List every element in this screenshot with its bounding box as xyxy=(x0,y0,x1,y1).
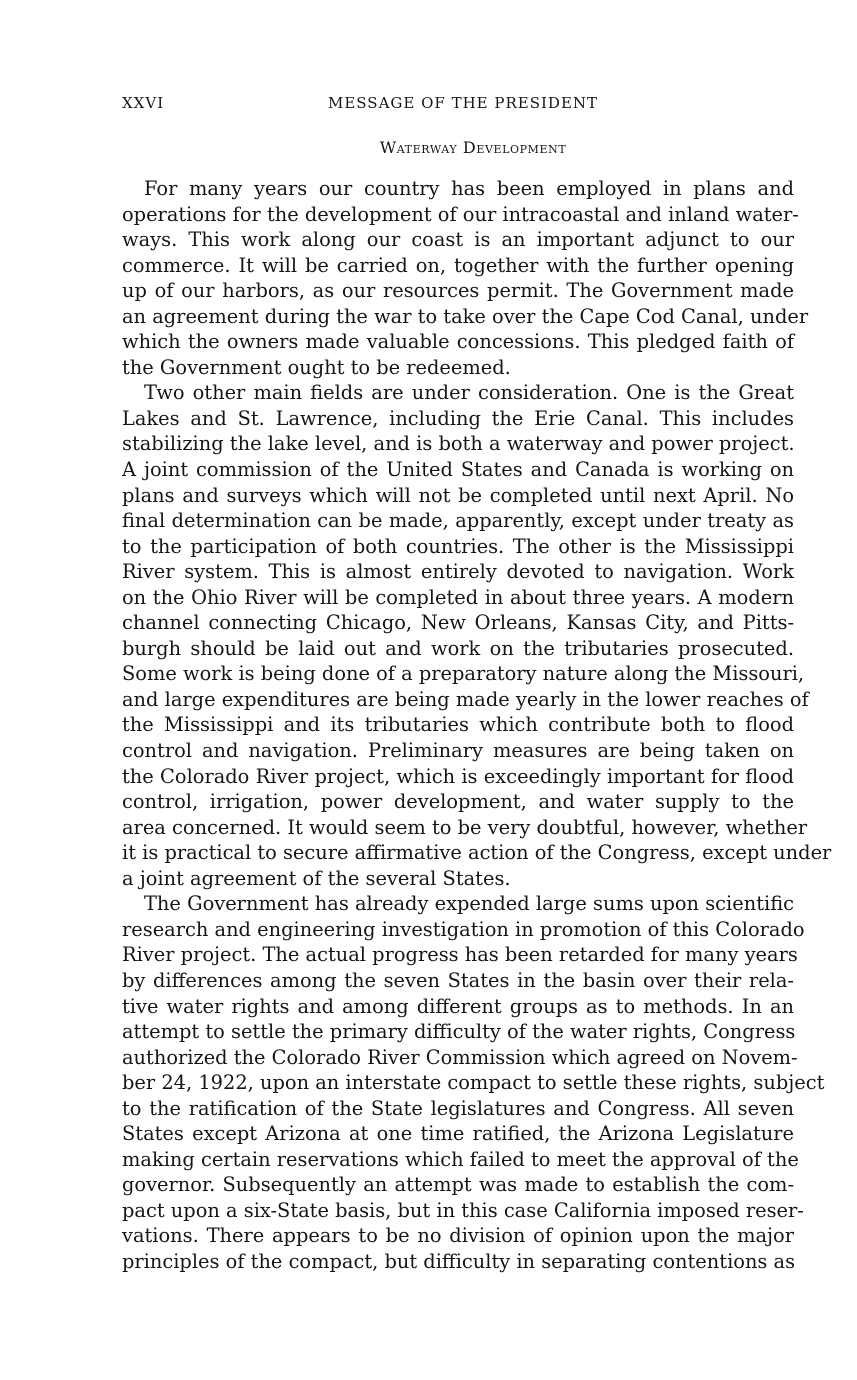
text-line: River project. The actual progress has been retarded for many years xyxy=(122,943,798,967)
text-line: attempt to settle the primary difficulty of the water rights, Congress xyxy=(122,1020,796,1044)
text-line: ber 24, 1922, upon an interstate compact to settle these rights, subject xyxy=(122,1071,825,1095)
text-line: by differences among the seven States in the basin over their rela- xyxy=(122,968,794,992)
text-line: on the Ohio River will be completed in about three years. A modern xyxy=(122,585,794,609)
text-line: plans and surveys which will not be completed until next April. No xyxy=(122,483,794,507)
text-line: stabilizing the lake level, and is both a waterway and power project. xyxy=(122,432,795,456)
text-line: tive water rights and among different groups as to methods. In an xyxy=(122,994,794,1018)
text-line: governor. Subsequently an attempt was made to establish the com- xyxy=(122,1173,794,1197)
text-line: making certain reservations which failed to meet the approval of the xyxy=(122,1147,799,1171)
text-line: burgh should be laid out and work on the tributaries prosecuted. xyxy=(122,636,794,660)
text-line: The Government has already expended large sums upon scientific xyxy=(144,892,794,916)
section-heading: Waterway Development xyxy=(379,138,567,157)
text-line: it is practical to secure affirmative action of the Congress, except under xyxy=(122,841,832,865)
text-line: authorized the Colorado River Commission which agreed on Novem- xyxy=(122,1045,798,1069)
text-line: the Government ought to be redeemed. xyxy=(122,355,511,379)
text-line: final determination can be made, apparently, except under treaty as xyxy=(122,509,794,533)
text-line: operations for the development of our intracoastal and inland water- xyxy=(122,202,799,226)
text-line: River system. This is almost entirely devoted to navigation. Work xyxy=(122,560,794,584)
text-line: commerce. It will be carried on, together with the further opening xyxy=(122,253,794,277)
text-line: For many years our country has been employed in plans and xyxy=(144,177,794,200)
text-line: research and engineering investigation in promotion of this Colorado xyxy=(122,917,805,941)
text-line: principles of the compact, but difficulty in separating contentions as xyxy=(122,1249,796,1273)
text-line: A joint commission of the United States and Canada is working on xyxy=(122,458,794,482)
running-head xyxy=(122,94,794,118)
running-title: MESSAGE OF THE PRESIDENT xyxy=(327,94,599,112)
text-line: vations. There appears to be no division of opinion upon the major xyxy=(122,1224,794,1248)
body-text xyxy=(122,176,832,1275)
text-line: to the ratification of the State legislatures and Congress. All seven xyxy=(122,1096,794,1120)
text-line: channel connecting Chicago, New Orleans, Kansas City, and Pitts- xyxy=(122,611,794,635)
text-line: control and navigation. Preliminary measures are being taken on xyxy=(122,739,794,763)
text-line: Two other main fields are under consideration. One is the Great xyxy=(144,381,794,405)
text-line: control, irrigation, power development, and water supply to the xyxy=(122,790,794,814)
text-line: States except Arizona at one time ratified, the Arizona Legislature xyxy=(122,1122,794,1146)
text-line: and large expenditures are being made yearly in the lower reaches of xyxy=(122,687,809,711)
text-line: which the owners made valuable concessions. This pledged faith of xyxy=(122,330,794,354)
text-line: to the participation of both countries. The other is the Mississippi xyxy=(122,534,794,558)
text-line: the Colorado River project, which is exceedingly important for flood xyxy=(122,764,794,788)
text-line: Lakes and St. Lawrence, including the Erie Canal. This includes xyxy=(122,406,794,430)
text-line: the Mississippi and its tributaries which contribute both to flood xyxy=(122,713,794,737)
text-line: up of our harbors, as our resources permit. The Government made xyxy=(122,279,794,303)
text-line: Some work is being done of a preparatory nature along the Missouri, xyxy=(122,662,805,686)
text-line: area concerned. It would seem to be very doubtful, however, whether xyxy=(122,815,808,839)
text-line: pact upon a six-State basis, but in this case California imposed reser- xyxy=(122,1198,804,1222)
text-line: a joint agreement of the several States. xyxy=(122,866,511,890)
page-number: XXVI xyxy=(122,94,165,112)
text-line: ways. This work along our coast is an important adjunct to our xyxy=(122,228,794,252)
text-line: an agreement during the war to take over the Cape Cod Canal, under xyxy=(122,304,809,328)
